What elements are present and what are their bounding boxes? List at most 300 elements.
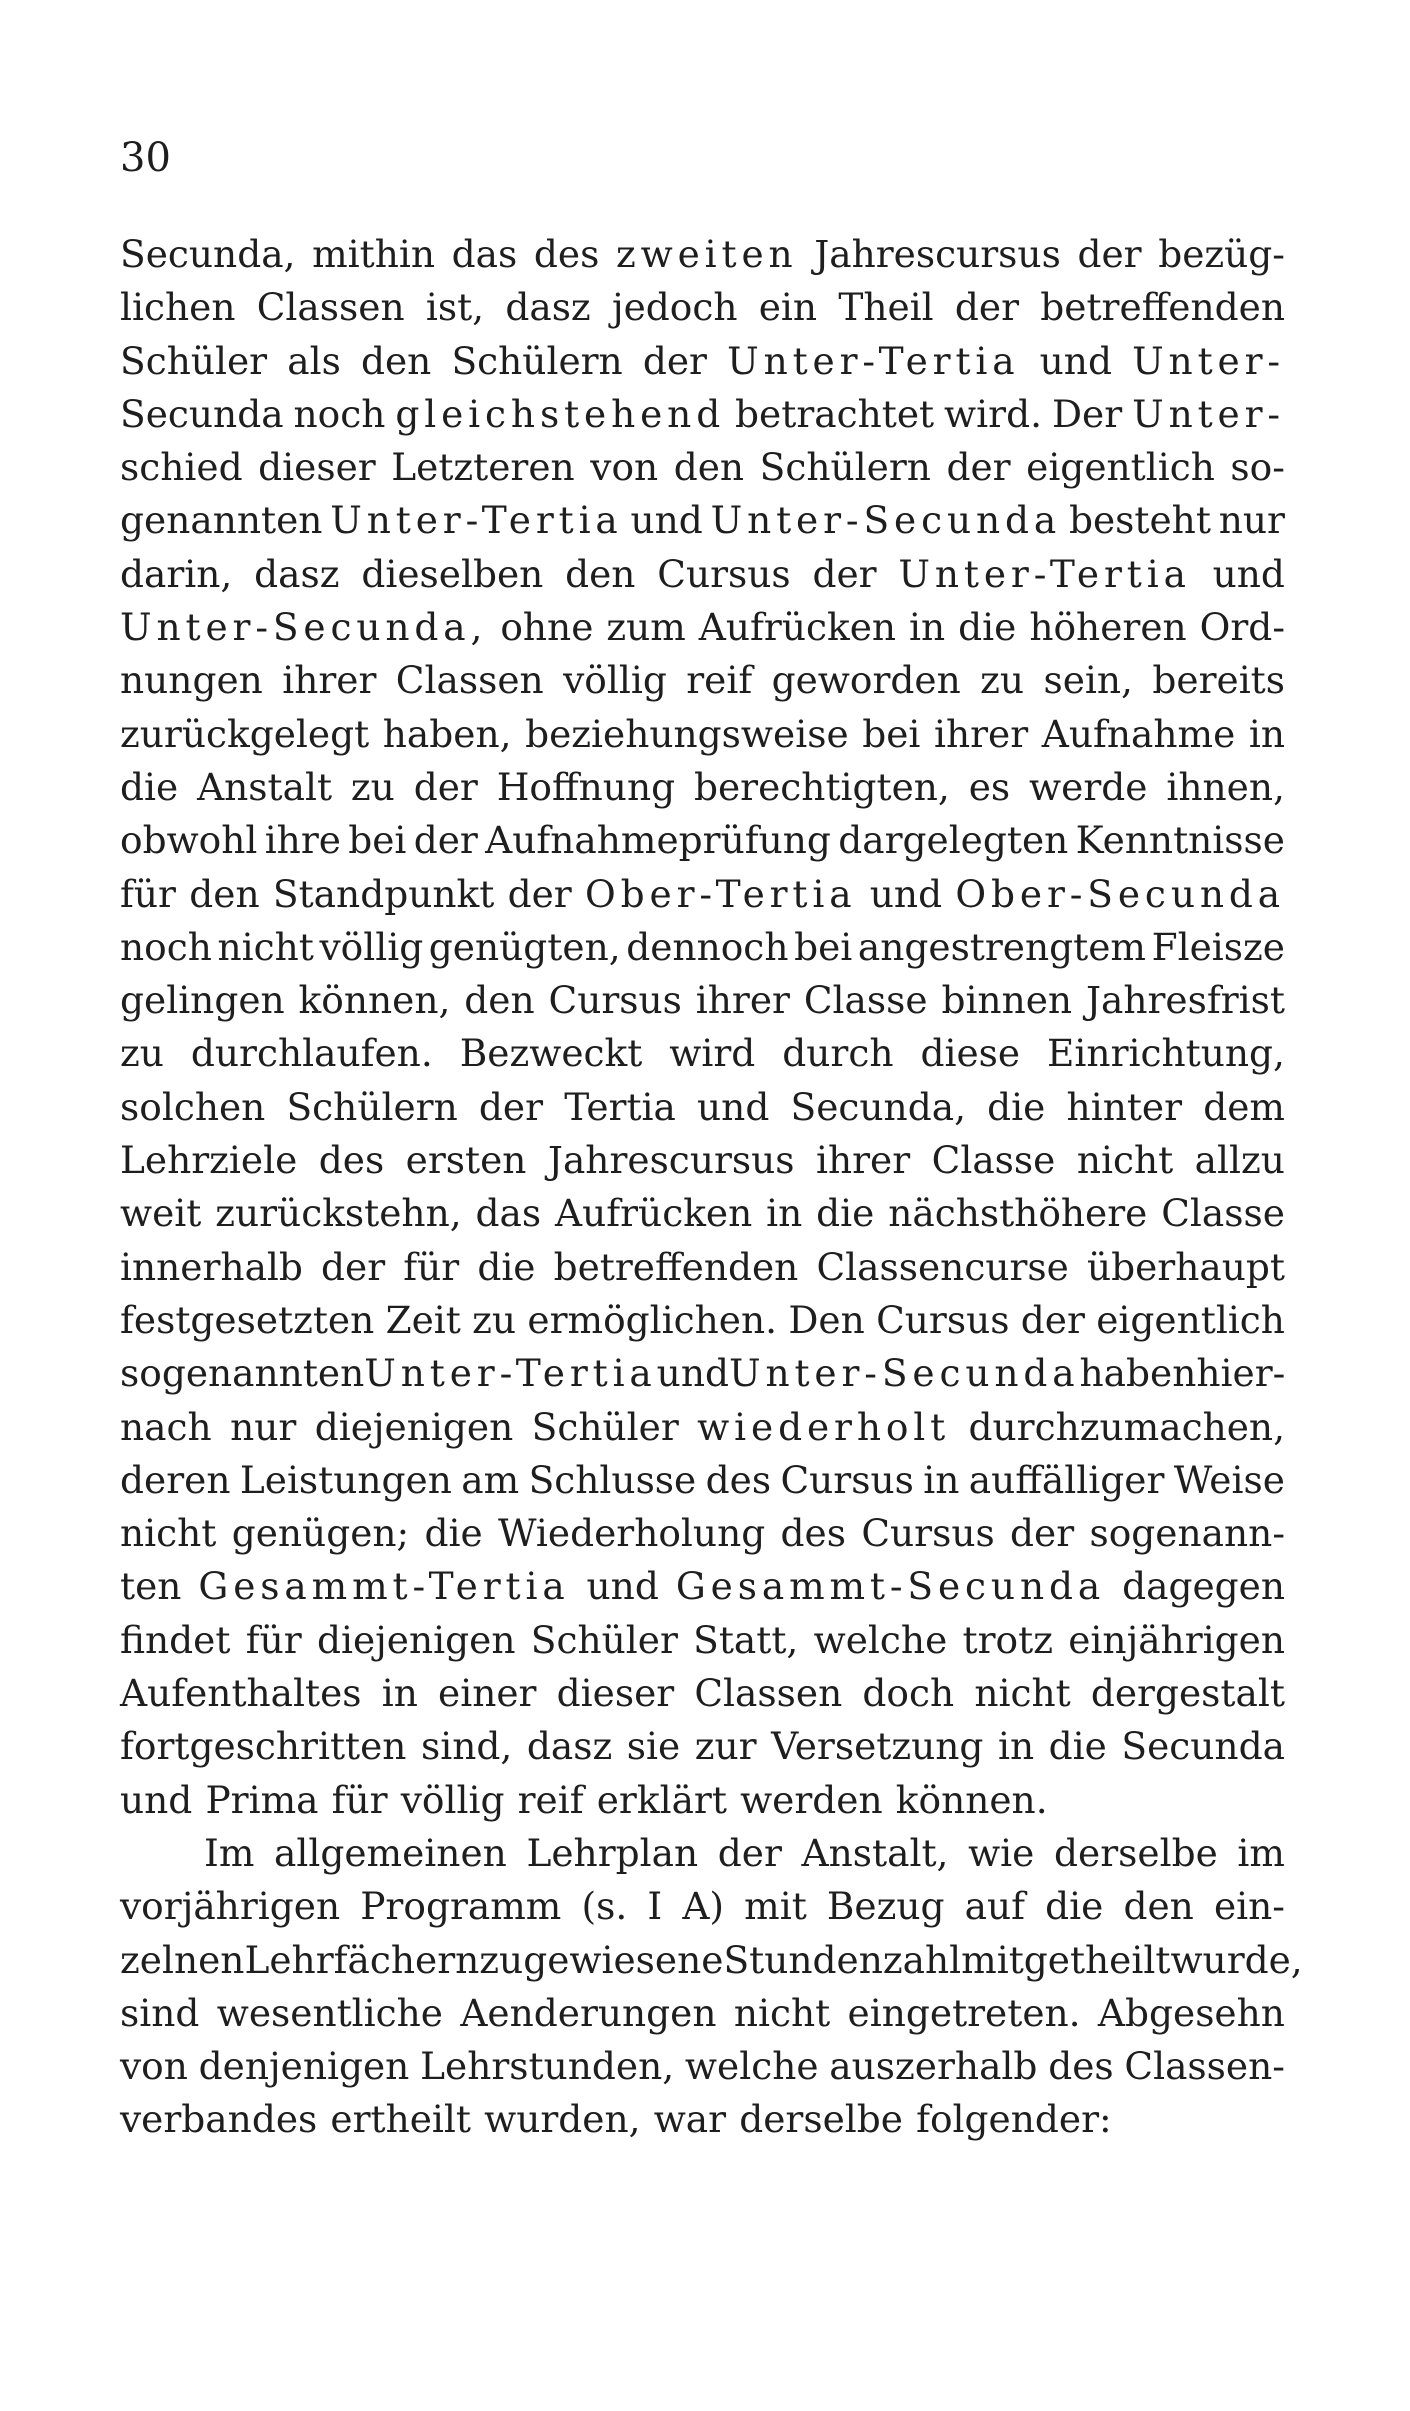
word: und: [630, 498, 703, 543]
word: Unter-Tertia: [364, 1351, 657, 1396]
word: dargelegten: [838, 818, 1069, 863]
word: dasz: [526, 1724, 613, 1769]
word: am: [461, 1457, 520, 1502]
word: dieser: [556, 1671, 675, 1716]
word: I: [647, 1884, 663, 1929]
word: Versetzung: [771, 1724, 984, 1769]
text-line: [120, 605, 1285, 658]
word: von: [120, 2044, 188, 2089]
text-line: [120, 1991, 1285, 2044]
word: Classen-: [1124, 2044, 1285, 2089]
word: derselbe: [1054, 1830, 1218, 1875]
word: die: [424, 1511, 483, 1556]
word: bezüg-: [1158, 232, 1285, 276]
word: Unter-: [1132, 391, 1285, 436]
word: Standpunkt: [272, 871, 495, 916]
word: Cursus: [861, 1511, 995, 1556]
text-line: [120, 2044, 1285, 2097]
word: Jahrescursus: [814, 232, 1061, 276]
word: den: [464, 978, 535, 1023]
word: dieser: [258, 445, 376, 490]
word: in: [923, 1457, 960, 1502]
word: völlig: [400, 1777, 505, 1822]
word: der: [507, 871, 572, 916]
word: trotz: [962, 1617, 1053, 1662]
text-line: [120, 1884, 1285, 1937]
word: völlig: [319, 924, 424, 969]
text-line: [120, 1191, 1285, 1244]
word: sogenann-: [1089, 1511, 1285, 1556]
word: das: [451, 232, 518, 276]
word: Cursus: [876, 1297, 1010, 1342]
word: binnen: [941, 978, 1073, 1023]
word: Classen: [256, 285, 405, 330]
word: Gesammt-Secunda: [675, 1564, 1106, 1609]
word: diejenigen: [314, 1404, 514, 1449]
word: ihrer: [695, 978, 790, 1023]
word: das: [475, 1191, 542, 1236]
word: Ord-: [1199, 605, 1285, 650]
word: nicht: [120, 1511, 217, 1556]
word: Kenntnisse: [1075, 818, 1285, 863]
text-line: [120, 1511, 1285, 1564]
word: die: [1045, 1884, 1104, 1929]
word: für: [403, 1244, 460, 1289]
word: Classen: [395, 658, 544, 703]
text-line: [120, 339, 1285, 392]
word: zum: [606, 605, 686, 650]
word: wurde,: [1170, 1937, 1303, 1982]
word: war: [653, 2097, 727, 2142]
word: Ober-Secunda: [955, 871, 1285, 916]
word: zweiten: [615, 232, 798, 276]
word: Tertia: [564, 1084, 676, 1129]
word: Zeit: [385, 1297, 461, 1342]
word: zurückstehn,: [215, 1191, 462, 1236]
word: durchzumachen,: [968, 1404, 1285, 1449]
word: findet: [120, 1617, 231, 1662]
text-line: [120, 1724, 1285, 1777]
word: Schüler: [530, 1617, 678, 1662]
word: Cursus: [780, 1457, 914, 1502]
word: Weise: [1173, 1457, 1285, 1502]
text-line: [120, 1671, 1285, 1724]
text-line: [120, 1564, 1285, 1617]
word: Secunda: [1121, 1724, 1285, 1769]
word: ihre: [264, 818, 341, 863]
word: doch: [862, 1671, 955, 1716]
text-line: [120, 1298, 1285, 1351]
text-line: [120, 925, 1285, 978]
word: hier-: [1196, 1351, 1286, 1396]
word: sogenannten: [120, 1351, 365, 1396]
word: ohne: [500, 605, 594, 650]
word: bei: [348, 818, 407, 863]
text-line: [120, 2097, 1285, 2150]
word: können,: [298, 978, 451, 1023]
word: noch: [293, 391, 386, 436]
text-line: [120, 1831, 1285, 1884]
word: durchlaufen.: [190, 1031, 433, 1076]
word: Classencurse: [816, 1244, 1069, 1289]
word: es: [968, 764, 1011, 809]
text-line: [120, 765, 1285, 818]
word: einjährigen: [1068, 1617, 1285, 1662]
word: Im: [204, 1830, 255, 1875]
word: ihrer: [282, 658, 377, 703]
word: der: [954, 285, 1020, 330]
word: nicht: [1076, 1138, 1174, 1183]
word: betrachtet: [735, 391, 935, 436]
word: die: [987, 1084, 1046, 1129]
word: die: [477, 1244, 536, 1289]
word: der: [1077, 232, 1142, 276]
word: reif: [517, 1777, 584, 1822]
word: wird: [669, 1031, 756, 1076]
word: dergestalt: [1090, 1671, 1285, 1716]
word: des: [533, 232, 600, 276]
text-line: [120, 658, 1285, 711]
word: sein,: [1043, 658, 1133, 703]
word: wesentliche: [216, 1990, 444, 2035]
word: Unter-Secunda: [728, 1351, 1080, 1396]
text-line: [120, 1458, 1285, 1511]
word: mitgetheilt: [961, 1937, 1171, 1982]
word: dieselben: [361, 551, 544, 596]
word: Schüler: [531, 1404, 679, 1449]
word: genannten: [120, 498, 323, 543]
word: dennoch: [626, 924, 789, 969]
word: Einrichtung,: [1047, 1031, 1285, 1076]
word: und: [586, 1564, 659, 1609]
word: der: [812, 551, 877, 596]
word: auf: [964, 1884, 1026, 1929]
word: zu: [472, 1297, 517, 1342]
word: Statt,: [693, 1617, 799, 1662]
word: höheren: [1029, 605, 1187, 650]
word: folgender:: [916, 2097, 1112, 2142]
word: bei: [794, 924, 853, 969]
text-line: [120, 232, 1285, 285]
word: des: [1048, 2044, 1114, 2089]
word: sie: [626, 1724, 681, 1769]
word: dasz: [254, 551, 340, 596]
word: in: [766, 1191, 803, 1236]
word: und: [1039, 338, 1112, 383]
word: die: [120, 764, 179, 809]
word: dagegen: [1122, 1564, 1285, 1609]
word: der: [413, 818, 478, 863]
word: Jahresfrist: [1085, 978, 1285, 1023]
word: Bezug: [826, 1884, 945, 1929]
word: eigentlich: [1096, 1297, 1285, 1342]
word: Unter-: [1132, 338, 1285, 383]
word: angestrengtem: [857, 924, 1146, 969]
word: werden: [740, 1777, 883, 1822]
word: und: [1212, 551, 1285, 596]
word: hinter: [1066, 1084, 1183, 1129]
word: haben,: [382, 711, 512, 756]
word: der: [321, 1244, 386, 1289]
word: werde: [1029, 764, 1148, 809]
word: den: [565, 551, 636, 596]
word: und: [120, 1777, 193, 1822]
word: fortgeschritten: [120, 1724, 407, 1769]
body-text: [120, 232, 1303, 2151]
word: bei: [862, 711, 921, 756]
word: obwohl: [120, 818, 258, 863]
text-line: [120, 872, 1285, 925]
text-line: [120, 1937, 1303, 1991]
word: schied: [120, 445, 243, 490]
word: solchen: [120, 1084, 266, 1129]
word: eingetreten.: [847, 1990, 1081, 2035]
word: zu: [120, 1031, 164, 1076]
word: Classe: [931, 1138, 1056, 1183]
word: Den: [788, 1297, 865, 1342]
word: wird.: [944, 391, 1042, 436]
text-line: [120, 392, 1285, 445]
word: ist,: [425, 285, 485, 330]
word: zu: [350, 764, 395, 809]
word: Bezweckt: [459, 1031, 643, 1076]
word: Letzteren: [391, 445, 575, 490]
word: nur: [230, 1404, 297, 1449]
word: zur: [694, 1724, 757, 1769]
word: in: [1248, 711, 1285, 756]
word: vorjährigen: [120, 1884, 341, 1929]
word: festgesetzten: [120, 1297, 375, 1342]
word: Theil: [838, 285, 934, 330]
text-line: [120, 818, 1285, 871]
word: ermöglichen.: [527, 1297, 778, 1342]
text-line: [120, 1778, 1285, 1831]
word: verbandes: [120, 2097, 318, 2142]
word: Abgesehn: [1097, 1990, 1285, 2035]
word: dasz: [505, 285, 591, 330]
word: (s.: [581, 1884, 628, 1929]
text-line: [120, 498, 1285, 551]
word: ertheilt: [330, 2097, 471, 2142]
word: lichen: [120, 285, 236, 330]
word: denjenigen: [198, 2044, 410, 2089]
word: Hoffnung: [496, 764, 676, 809]
text-line: [120, 445, 1285, 498]
word: Schülern: [451, 338, 623, 383]
word: zelnen: [120, 1937, 245, 1982]
word: Stundenzahl: [723, 1937, 962, 1982]
word: A): [682, 1884, 725, 1929]
word: sind,: [420, 1724, 513, 1769]
word: mithin: [312, 232, 436, 276]
text-line: [120, 712, 1285, 765]
word: Aufrücken: [555, 1191, 753, 1236]
word: ihrer: [815, 1138, 911, 1183]
word: ten: [120, 1564, 182, 1609]
word: Schlusse: [528, 1457, 697, 1502]
word: Leistungen: [239, 1457, 452, 1502]
word: besteht: [1068, 498, 1211, 543]
word: Gesammt-Tertia: [198, 1564, 570, 1609]
word: Unter-Secunda: [710, 498, 1062, 543]
word: Unter-Tertia: [330, 498, 623, 543]
word: den: [360, 338, 432, 383]
word: genügen;: [231, 1511, 410, 1556]
word: der: [478, 1084, 544, 1129]
word: diese: [920, 1031, 1021, 1076]
text-line: [120, 1405, 1285, 1458]
word: weit: [120, 1191, 202, 1236]
word: Schüler: [120, 338, 268, 383]
word: ein-: [1213, 1884, 1285, 1929]
word: Der: [1051, 391, 1123, 436]
word: Schülern: [286, 1084, 458, 1129]
text-line: [120, 1138, 1285, 1191]
word: innerhalb: [120, 1244, 303, 1289]
word: Classe: [1161, 1191, 1285, 1236]
word: für: [245, 1617, 302, 1662]
word: Aufrücken: [698, 605, 897, 650]
word: ersten: [405, 1138, 527, 1183]
text-line: [120, 978, 1285, 1031]
word: erklärt: [596, 1777, 727, 1822]
word: wie: [968, 1830, 1035, 1875]
word: der: [1010, 1511, 1075, 1556]
word: berechtigten,: [693, 764, 950, 809]
word: derselbe: [739, 2097, 903, 2142]
word: Fleisze: [1151, 924, 1285, 969]
word: in: [997, 1724, 1035, 1769]
word: für: [120, 871, 176, 916]
word: zu: [980, 658, 1025, 703]
word: geworden: [771, 658, 961, 703]
word: Aufnahme: [1041, 711, 1236, 756]
word: jedoch: [611, 285, 738, 330]
word: sind: [120, 1990, 200, 2035]
word: zugewiesene: [479, 1937, 724, 1982]
word: einer: [438, 1671, 537, 1716]
word: auffälliger: [968, 1457, 1165, 1502]
word: des: [780, 1511, 846, 1556]
word: Lehrfächern: [244, 1937, 480, 1982]
word: haben: [1079, 1351, 1197, 1396]
word: durch: [782, 1031, 894, 1076]
word: des: [318, 1138, 385, 1183]
word: welche: [813, 1617, 948, 1662]
word: der: [413, 764, 478, 809]
word: nach: [120, 1404, 212, 1449]
word: wurden,: [484, 2097, 641, 2142]
word: nächsthöhere: [888, 1191, 1148, 1236]
word: Programm: [360, 1884, 562, 1929]
word: wiederholt: [697, 1404, 951, 1449]
word: ihrer: [933, 711, 1029, 756]
word: Jahrescursus: [547, 1138, 795, 1183]
text-line: [120, 1031, 1285, 1084]
word: Unter-Tertia: [898, 551, 1191, 596]
text-line: [120, 1618, 1285, 1671]
word: des: [705, 1457, 772, 1502]
word: Classen: [694, 1671, 843, 1716]
word: so-: [1230, 445, 1285, 490]
word: die: [1048, 1724, 1107, 1769]
word: reif: [686, 658, 753, 703]
page-number: 30: [120, 135, 171, 181]
word: Aufnahmeprüfung: [485, 818, 831, 863]
word: für: [331, 1777, 388, 1822]
word: bereits: [1152, 658, 1285, 703]
word: Lehrplan: [526, 1830, 699, 1875]
word: diejenigen: [316, 1617, 516, 1662]
word: gleichstehend: [395, 391, 726, 436]
word: Secunda,: [790, 1084, 966, 1129]
word: der: [642, 338, 707, 383]
word: allzu: [1194, 1138, 1285, 1183]
word: beziehungsweise: [525, 711, 849, 756]
word: der: [946, 445, 1011, 490]
word: allgemeinen: [274, 1830, 507, 1875]
word: betreffenden: [1040, 285, 1285, 330]
word: nicht: [217, 924, 314, 969]
word: Prima: [205, 1777, 319, 1822]
word: Schülern: [759, 445, 931, 490]
word: Anstalt: [197, 764, 333, 809]
word: Wiederholung: [498, 1511, 766, 1556]
word: den: [673, 445, 745, 490]
word: betreffenden: [553, 1244, 799, 1289]
word: Lehrstunden,: [420, 2044, 675, 2089]
word: Cursus: [657, 551, 791, 596]
word: ein: [758, 285, 818, 330]
word: Ober-Tertia: [585, 871, 857, 916]
word: in: [909, 605, 946, 650]
word: welche: [684, 2044, 819, 2089]
word: auszerhalb: [829, 2044, 1038, 2089]
word: nungen: [120, 658, 263, 703]
word: ihnen,: [1166, 764, 1285, 809]
text-line: [120, 1351, 1285, 1404]
word: überhaupt: [1086, 1244, 1285, 1289]
word: mit: [744, 1884, 807, 1929]
word: eigentlich: [1026, 445, 1215, 490]
word: Cursus: [548, 978, 682, 1023]
word: der: [1020, 1297, 1085, 1342]
word: als: [287, 338, 341, 383]
text-line: [120, 285, 1285, 338]
word: können.: [895, 1777, 1048, 1822]
word: den: [189, 871, 260, 916]
word: Secunda,: [120, 232, 296, 276]
word: Classe: [803, 978, 928, 1023]
word: deren: [120, 1457, 231, 1502]
word: und: [869, 871, 943, 916]
word: Aenderungen: [460, 1990, 717, 2035]
word: und: [656, 1351, 729, 1396]
word: Aufenthaltes: [120, 1671, 362, 1716]
word: die: [816, 1191, 875, 1236]
word: dem: [1203, 1084, 1285, 1129]
word: zurückgelegt: [120, 711, 370, 756]
word: genügten,: [428, 924, 621, 969]
text-line: [120, 552, 1285, 605]
text-line: [120, 1245, 1285, 1298]
word: völlig: [563, 658, 667, 703]
word: und: [697, 1084, 770, 1129]
word: der: [717, 1830, 782, 1875]
word: Unter-Tertia: [727, 338, 1020, 383]
word: noch: [120, 924, 212, 969]
word: nicht: [974, 1671, 1071, 1716]
